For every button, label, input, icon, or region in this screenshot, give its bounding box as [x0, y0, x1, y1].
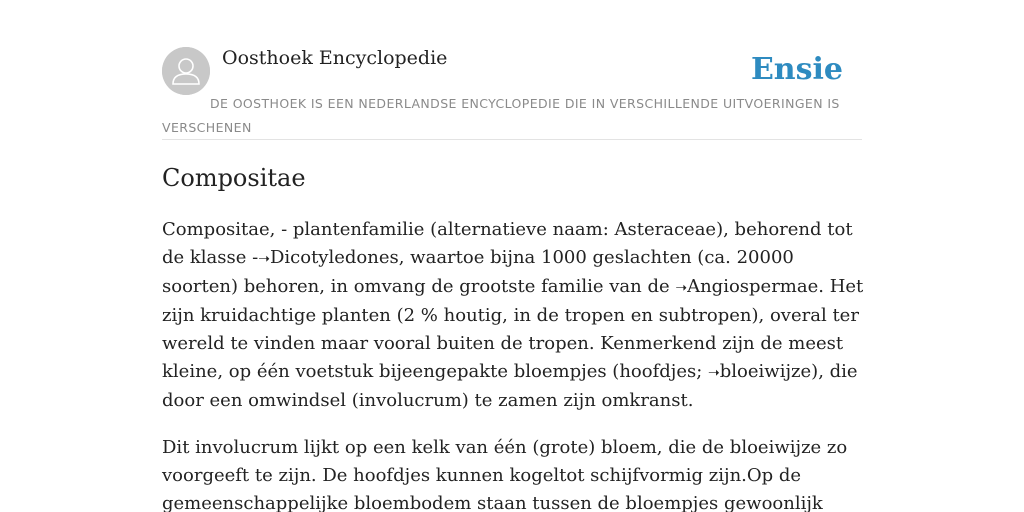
article-title: Compositae: [162, 164, 306, 192]
site-name[interactable]: Oosthoek Encyclopedie: [222, 47, 448, 69]
paragraph-text: Compositae, - plantenfamilie (alternatieve naam: Asteraceae), behorend tot de klasse -: [162, 219, 853, 268]
link-angiospermae[interactable]: Angiospermae: [687, 276, 819, 297]
arrow-right-icon: ➝: [708, 365, 720, 381]
brand-logo[interactable]: Ensie: [750, 52, 843, 87]
paragraph-text: , waartoe bijna 1000 geslachten (ca. 20000 soorten) behoren, in omvang de grootste familie van de: [162, 247, 794, 297]
header-divider: [162, 139, 862, 140]
arrow-right-icon: ➝: [258, 251, 270, 267]
link-dicotyledones[interactable]: Dicotyledones: [269, 247, 399, 268]
arrow-right-icon: ➝: [675, 280, 688, 296]
article-paragraph-2: Dit involucrum lijkt op een kelk van één (grote) bloem, die de bloeiwijze zo voorgeeft te zijn. De hoofdjes kunnen kogeltot schijfvormig zijn.Op de gemeenschappelijke bloembodem staan tussen de bloempjes gewoonlijk: [162, 437, 848, 512]
link-bloeiwijze[interactable]: bloeiwijze: [719, 361, 812, 382]
paragraph-text: . Het zijn kruidachtige planten (2 % houtig, in de tropen en subtropen), overal ter wereld te vinden maar vooral buiten de tropen. Kenmerkend zijn de meest kleine, op één voetstuk bijeengepakte bloempjes (hoofdjes;: [162, 276, 864, 382]
site-tagline: DE OOSTHOEK IS EEN NEDERLANDSE ENCYCLOPEDIE DIE IN VERSCHILLENDE UITVOERINGEN IS VERSCHENEN: [162, 96, 840, 135]
user-avatar-icon[interactable]: [162, 47, 210, 95]
site-header: [162, 46, 862, 140]
article: [162, 160, 874, 512]
paragraph-text: ), die door een omwindsel (involucrum) te zamen zijn omkranst.: [162, 361, 858, 411]
article-paragraph-1: [162, 216, 874, 415]
